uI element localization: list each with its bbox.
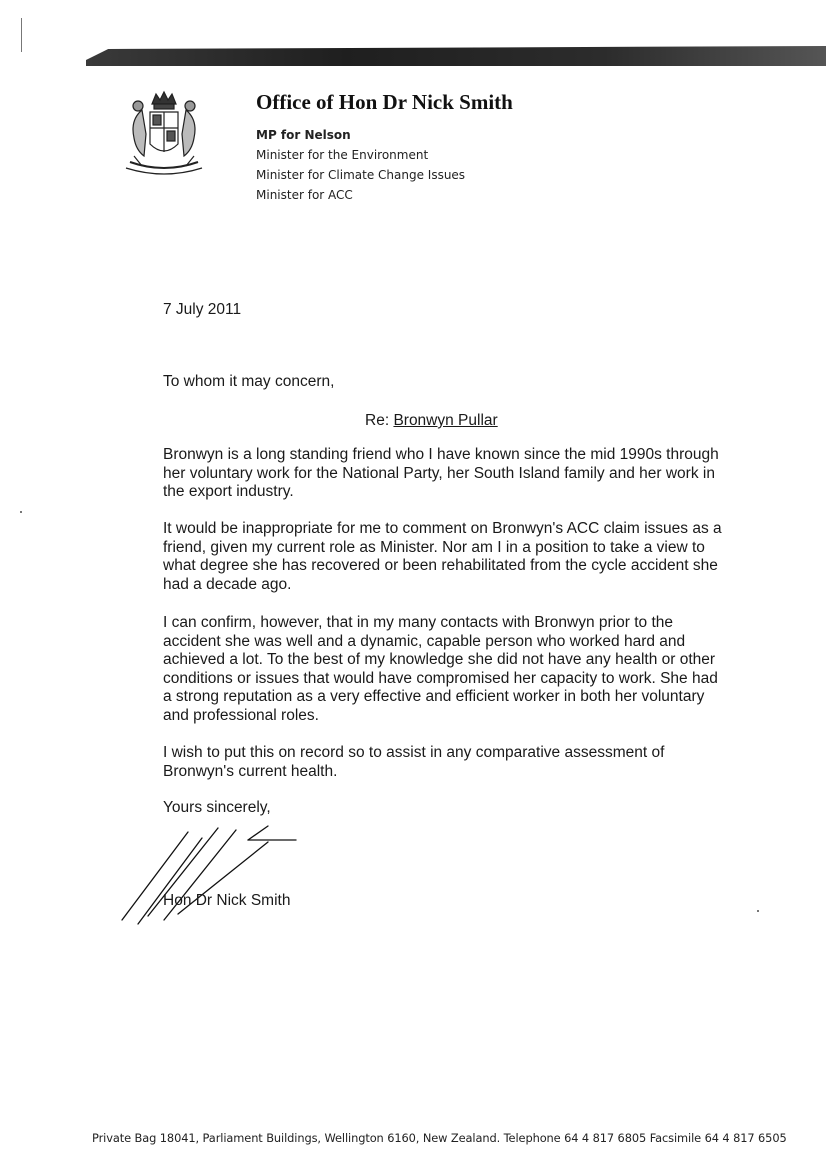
subject-line bbox=[365, 412, 498, 430]
coat-of-arms-icon bbox=[112, 86, 216, 182]
paragraph-3: I can confirm, however, that in my many contacts with Bronwyn prior to the accident she was well and a dynamic, capable person who worked hard and achieved a lot. To the best of my knowledge she did not have any health or other conditions or issues that would have compromised her capacity to work. She had a strong reputation as a very effective and efficient worker in both her voluntary and professional roles. bbox=[163, 614, 718, 724]
scan-artifact bbox=[21, 18, 22, 52]
signatory-name: Hon Dr Nick Smith bbox=[163, 892, 291, 909]
signature-icon bbox=[118, 820, 308, 930]
salutation: To whom it may concern, bbox=[163, 373, 335, 390]
subject-prefix: Re: bbox=[365, 412, 394, 429]
paragraph-4: I wish to put this on record so to assist in any comparative assessment of Bronwyn's current health. bbox=[163, 744, 665, 780]
office-title: Office of Hon Dr Nick Smith bbox=[256, 90, 513, 114]
role-climate-change: Minister for Climate Change Issues bbox=[256, 168, 466, 182]
subject-name: Bronwyn Pullar bbox=[393, 412, 498, 429]
footer-facsimile: Facsimile 64 4 817 6505 bbox=[649, 1131, 787, 1145]
footer-telephone: Telephone 64 4 817 6805 bbox=[503, 1131, 647, 1145]
footer-contact bbox=[92, 1131, 787, 1145]
scan-artifact bbox=[20, 511, 22, 513]
paragraph-2: It would be inappropriate for me to comment on Bronwyn's ACC claim issues as a friend, given my current role as Minister. Nor am I in a position to take a view to what degree she has recovered or been rehabilitated from the cycle accident she had a decade ago. bbox=[163, 520, 722, 593]
closing: Yours sincerely, bbox=[163, 799, 271, 816]
letter-date: 7 July 2011 bbox=[163, 301, 242, 318]
scan-artifact bbox=[757, 910, 759, 912]
role-acc: Minister for ACC bbox=[256, 188, 353, 202]
role-environment: Minister for the Environment bbox=[256, 148, 429, 162]
footer-address: Private Bag 18041, Parliament Buildings, Wellington 6160, New Zealand. bbox=[92, 1131, 501, 1145]
paragraph-1: Bronwyn is a long standing friend who I have known since the mid 1990s through her voluntary work for the National Party, her South Island family and her work in the export industry. bbox=[163, 446, 719, 500]
role-mp: MP for Nelson bbox=[256, 128, 351, 142]
minister-roles bbox=[256, 125, 465, 205]
letterhead-bar bbox=[86, 46, 826, 66]
